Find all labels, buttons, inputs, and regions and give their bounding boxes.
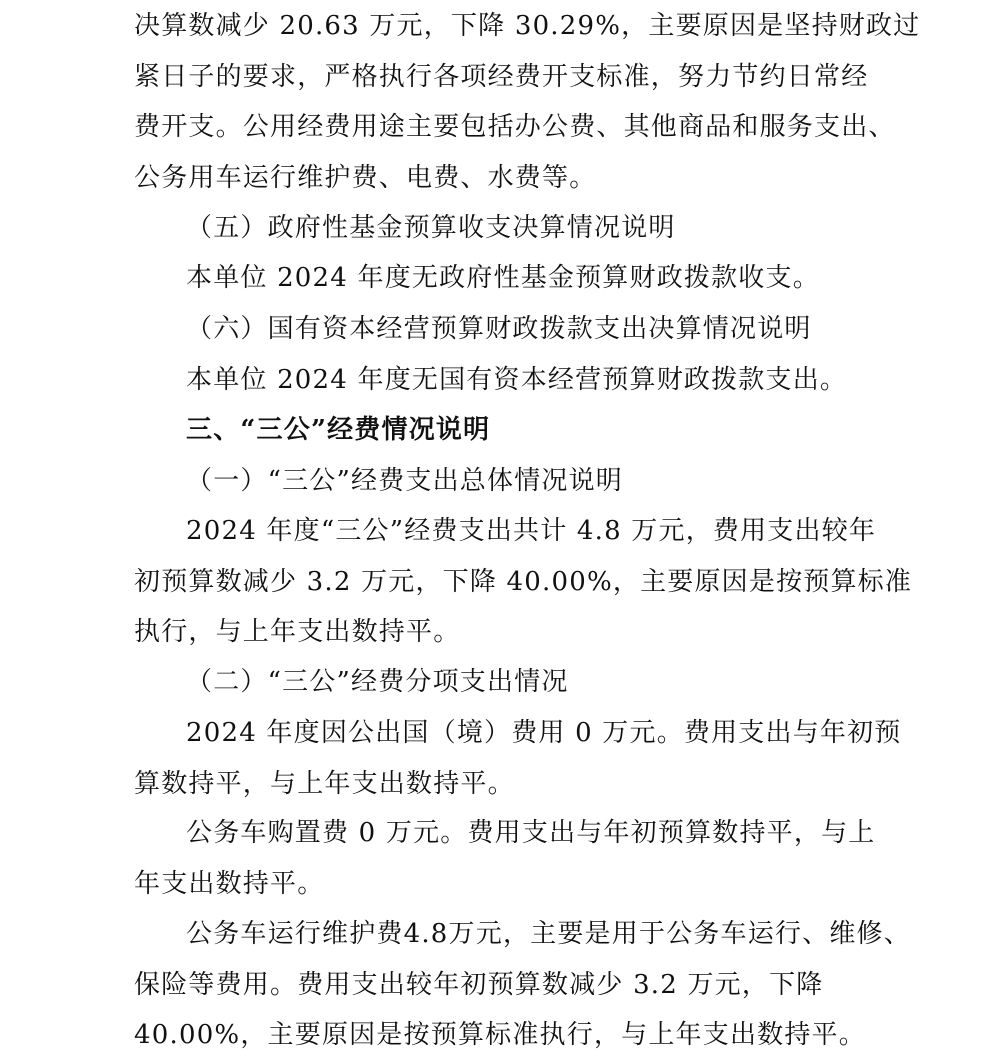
paragraph-vehicle-purchase [134, 808, 894, 909]
text-line: 年支出数持平。 [134, 868, 325, 899]
paragraph-three-public-total [134, 506, 913, 658]
text-line: 40.00%，主要原因是按预算标准执行，与上年支出数持平。 [134, 1020, 866, 1051]
section-heading-3-1 [134, 456, 894, 507]
section-heading-5 [134, 203, 894, 254]
text-line: 公务车购置费 0 万元。费用支出与年初预算数持平，与上 [186, 818, 876, 848]
text-line: 2024 年度因公出国（境）费用 0 万元。费用支出与年初预 [186, 718, 902, 748]
text-line: 本单位 2024 年度无国有资本经营预算财政拨款支出。 [186, 365, 848, 395]
text-line: 执行，与上年支出数持平。 [134, 617, 461, 648]
subheading-text: （一）“三公”经费支出总体情况说明 [186, 466, 623, 496]
subheading-text: （二）“三公”经费分项支出情况 [186, 667, 569, 697]
heading-text: 三、“三公”经费情况说明 [186, 415, 491, 445]
paragraph-public-funds-continuation [134, 1, 921, 203]
text-line: 紧日子的要求，严格执行各项经费开支标准，努力节约日常经 [134, 61, 869, 92]
text-line: 初预算数减少 3.2 万元，下降 40.00%，主要原因是按预算标准 [134, 566, 913, 597]
text-line: 保险等费用。费用支出较年初预算数减少 3.2 万元，下降 [134, 969, 824, 1000]
text-line: 本单位 2024 年度无政府性基金预算财政拨款收支。 [186, 263, 820, 293]
subheading-text: （六）国有资本经营预算财政拨款支出决算情况说明 [186, 314, 812, 344]
section-heading-3-2 [134, 657, 894, 708]
text-line: 算数持平，与上年支出数持平。 [134, 768, 515, 799]
paragraph-government-fund [134, 253, 894, 304]
paragraph-overseas-travel [134, 708, 902, 809]
text-line: 费开支。公用经费用途主要包括办公费、其他商品和服务支出、 [134, 112, 896, 143]
text-line: 公务车运行维护费4.8万元，主要是用于公务车运行、维修、 [186, 919, 911, 949]
section-heading-three [134, 405, 894, 456]
subheading-text: （五）政府性基金预算收支决算情况说明 [186, 213, 676, 243]
paragraph-vehicle-maintenance [134, 909, 911, 1061]
paragraph-state-capital [134, 355, 894, 406]
text-line: 决算数减少 20.63 万元，下降 30.29%，主要原因是坚持财政过 [134, 11, 921, 41]
text-line: 2024 年度“三公”经费支出共计 4.8 万元，费用支出较年 [186, 516, 877, 546]
text-line: 公务用车运行维护费、电费、水费等。 [134, 162, 597, 193]
section-heading-6 [134, 304, 894, 355]
